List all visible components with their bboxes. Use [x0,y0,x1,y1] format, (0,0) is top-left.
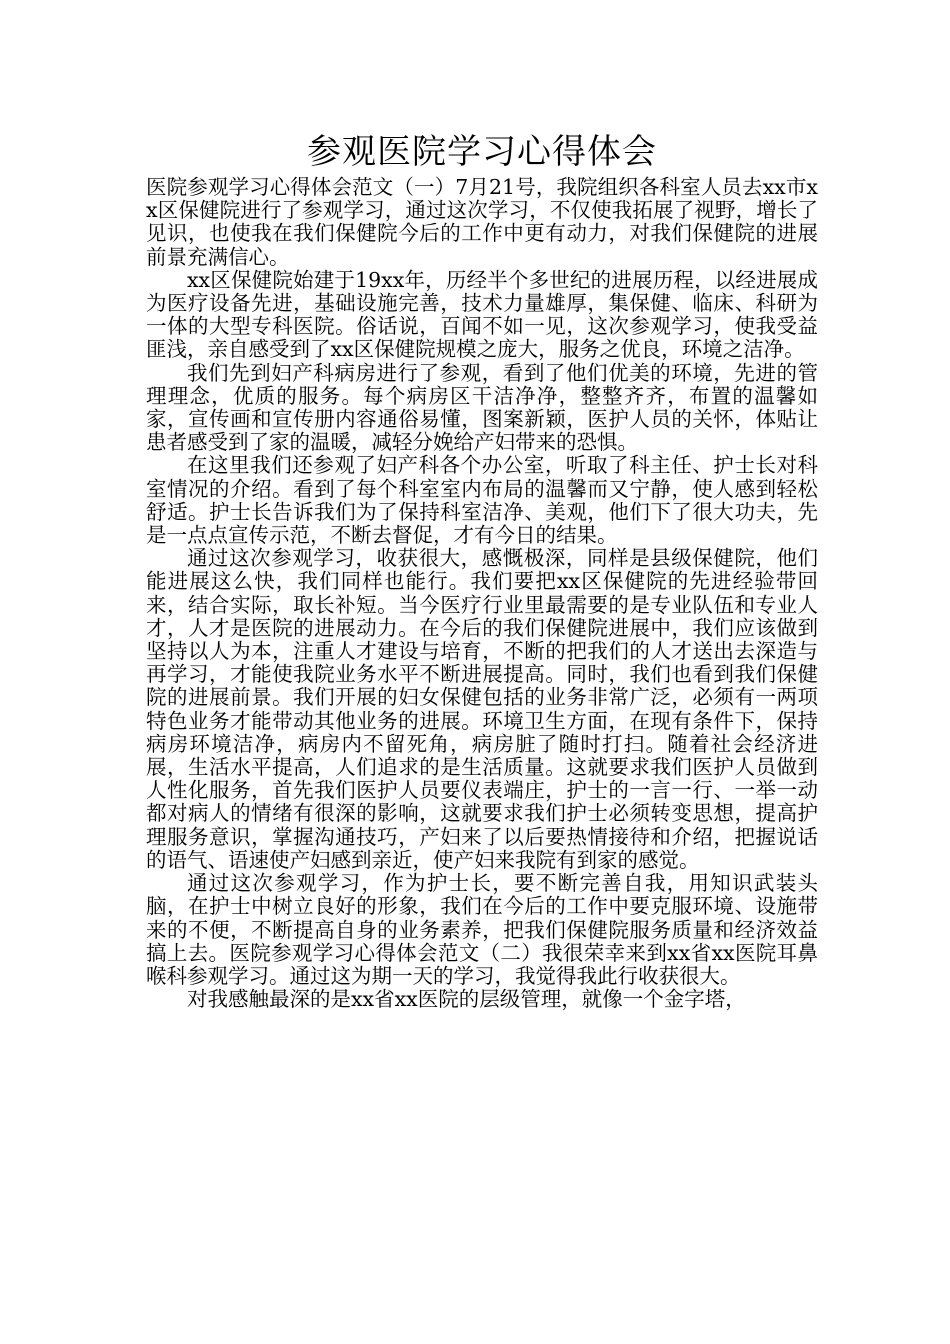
paragraph-7: 对我感触最深的是xx省xx医院的层级管理，就像一个金字塔， [187,987,746,1012]
paragraph-3: 我们先到妇产科病房进行了参观，看到了他们优美的环境，先进的管理理念，优质的服务。每个病房区干洁净净，整整齐齐，布置的温馨如家，宣传画和宣传册内容通俗易懂，图案新颖，医护人员的关怀，体贴让患者感受到了家的温暖，减轻分娩给产妇带来的恐惧。 [146,360,818,455]
paragraph-2: xx区保健院始建于19xx年，历经半个多世纪的进展历程，以经进展成为医疗设备先进，基础设施完善，技术力量雄厚，集保健、临床、科研为一体的大型专科医院。俗话说，百闻不如一见，这次参观学习，使我受益匪浅，亲自感受到了xx区保健院规模之庞大，服务之优良，环境之洁净。 [146,267,818,362]
paragraph-5: 通过这次参观学习，收获很大，感慨极深，同样是县级保健院，他们能进展这么快，我们同样也能行。我们要把xx区保健院的先进经验带回来，结合实际，取长补短。当今医疗行业里最需要的是专业队伍和专业人才，人才是医院的进展动力。在今后的我们保健院进展中，我们应该做到坚持以人为本，注重人才建设与培育，不断的把我们的人才送出去深造与再学习，才能使我院业务水平不断进展提高。同时，我们也看到我们保健院的进展前景。我们开展的妇女保健包括的业务非常广泛，必须有一两项特色业务才能带动其他业务的进展。环境卫生方面，在现有条件下，保持病房环境洁净，病房内不留死角，病房脏了随时打扫。随着社会经济进展，生活水平提高，人们追求的是生活质量。这就要求我们医护人员做到人性化服务，首先我们医护人员要仪表端庄，护士的一言一行、一举一动都对病人的情绪有很深的影响，这就要求我们护士必须转变思想，提高护理服务意识，掌握沟通技巧，产妇来了以后要热情接待和介绍，把握说话的语气、语速使产妇感到亲近，使产妇来我院有到家的感觉。 [146,546,818,872]
paragraph-6: 通过这次参观学习，作为护士长，要不断完善自我，用知识武装头脑，在护士中树立良好的形象，我们在今后的工作中要克服环境、设施带来的不便，不断提高自身的业务素养，把我们保健院服务质量和经济效益搞上去。医院参观学习心得体会范文（二）我很荣幸来到xx省xx医院耳鼻喉科参观学习。通过这为期一天的学习，我觉得我此行收获很大。 [146,871,818,988]
paragraph-1: 医院参观学习心得体会范文（一）7月21号，我院组织各科室人员去xx市xx区保健院进行了参观学习，通过这次学习，不仅使我拓展了视野，增长了见识，也使我在我们保健院今后的工作中更有动力，对我们保健院的进展前景充满信心。 [146,175,818,269]
paragraph-4: 在这里我们还参观了妇产科各个办公室，听取了科主任、护士长对科室情况的介绍。看到了每个科室室内布局的温馨而又宁静，使人感到轻松舒适。护士长告诉我们为了保持科室洁净、美观，他们下了很大功夫，先是一点点宣传示范，不断去督促，才有今日的结果。 [146,453,818,548]
document-page [146,130,818,1011]
document-title: 参观医院学习心得体会 [307,132,657,172]
